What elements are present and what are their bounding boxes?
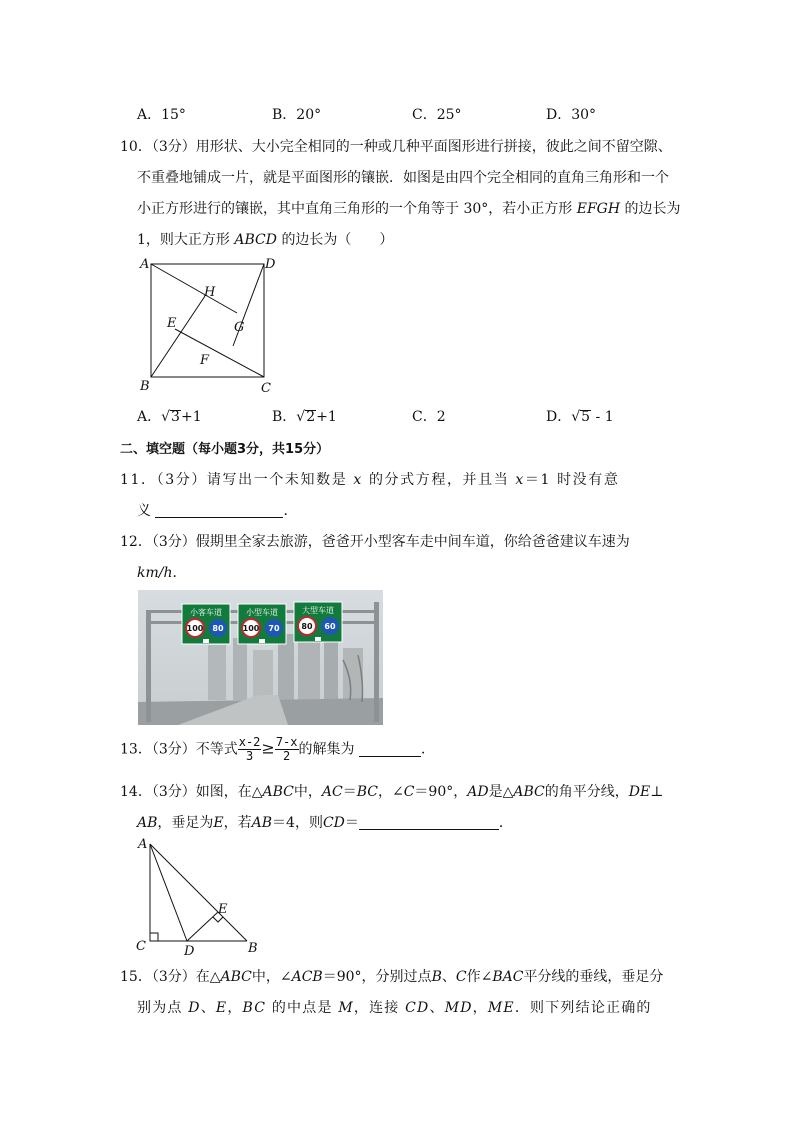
q9-option-d: D．30°	[546, 107, 597, 123]
q10-line-3: 小正方形进行的镶嵌，其中直角三角形的一个角等于 30°，若小正方形 EFGH 的边长为	[137, 201, 681, 217]
q10-option-a: A．√3+1	[137, 409, 202, 425]
label-f: F	[200, 353, 210, 368]
sign-3	[294, 602, 342, 642]
q14-answer-blank	[359, 815, 499, 830]
label-g: G	[234, 320, 245, 335]
q10-option-b: B．√2+1	[272, 409, 337, 425]
q9-option-a: A．15°	[137, 107, 186, 123]
label-a: A	[140, 257, 150, 272]
sign-2-label: 小型车道	[246, 608, 278, 617]
fraction-1: $\frac{x-2}{3}$	[238, 735, 261, 763]
q11-answer-blank	[155, 503, 283, 518]
section-heading-fill-in: 二、填空题（每小题3分，共15分）	[120, 442, 330, 457]
q15-line-2: 别为点 D、E，BC 的中点是 M，连接 CD、MD，ME．则下列结论正确的	[137, 1000, 652, 1016]
label-a: A	[138, 837, 148, 852]
q12-line-2: km/h．	[137, 565, 187, 581]
sign-2-limit-white: 100	[242, 624, 260, 633]
label-d: D	[265, 257, 276, 272]
speed-unit: km/h	[137, 565, 173, 581]
sign-1-limit-blue: 80	[212, 624, 224, 633]
q10-line-2: 不重叠地铺成一片，就是平面图形的镶嵌．如图是由四个完全相同的直角三角形和一个	[137, 170, 669, 186]
label-b: B	[248, 941, 258, 956]
q12-line-1: 12．（3分）假期里全家去旅游，爸爸开小型客车走中间车道，你给爸爸建议车速为	[120, 534, 630, 550]
sign-2-limit-blue: 70	[268, 624, 280, 633]
sign-3-label: 大型车道	[302, 606, 334, 615]
label-e: E	[167, 316, 177, 331]
fraction-2: $\frac{7-x}{2}$	[275, 735, 298, 763]
label-e: E	[218, 902, 228, 917]
q10-option-d: D．√5 - 1	[546, 409, 614, 425]
label-b: B	[140, 379, 150, 394]
sign-3-limit-blue: 60	[324, 622, 336, 631]
label-c: C	[261, 381, 271, 396]
sign-3-limit-white: 80	[301, 622, 313, 631]
sign-1-label: 小客车道	[190, 608, 222, 617]
q11-line-2: 义 ．	[137, 503, 298, 519]
q13-line: 13．（3分）不等式 $\frac{x-2}{3}$ ≥ $\frac{7-x}{2}$ 的解集为 ．	[120, 735, 435, 763]
q14-figure	[132, 834, 267, 959]
square-efgh: EFGH	[576, 201, 621, 217]
q14-line-2: AB，垂足为E，若AB＝4，则CD＝ ．	[137, 815, 513, 831]
sign-1-limit-white: 100	[186, 624, 204, 633]
label-c: C	[136, 939, 146, 954]
q11-line-1: 11．（3分）请写出一个未知数是 x 的分式方程，并且当 x＝1 时没有意	[120, 472, 620, 488]
square-abcd: ABCD	[234, 232, 277, 248]
q10-option-c: C．2	[412, 409, 446, 425]
label-h: H	[204, 285, 216, 300]
q13-answer-blank	[359, 742, 421, 757]
q9-option-c: C．25°	[412, 107, 462, 123]
q10-line-4: 1，则大正方形 ABCD 的边长为（ ）	[137, 232, 394, 248]
q10-figure	[130, 252, 290, 400]
sign-1	[182, 604, 230, 644]
label-d: D	[184, 944, 195, 959]
sign-2	[238, 604, 286, 644]
q10-line-1: 10．（3分）用形状、大小完全相同的一种或几种平面图形进行拼接，彼此之间不留空隙、	[120, 139, 672, 155]
highway-sign-photo	[138, 590, 383, 725]
q9-option-b: B．20°	[272, 107, 322, 123]
q14-line-1: 14．（3分）如图，在△ABC中，AC＝BC，∠C＝90°，AD是△ABC的角平分线，DE⊥	[120, 784, 664, 800]
q15-line-1: 15．（3分）在△ABC中，∠ACB＝90°，分别过点B、C作∠BAC平分线的垂线，垂足分	[120, 969, 664, 985]
